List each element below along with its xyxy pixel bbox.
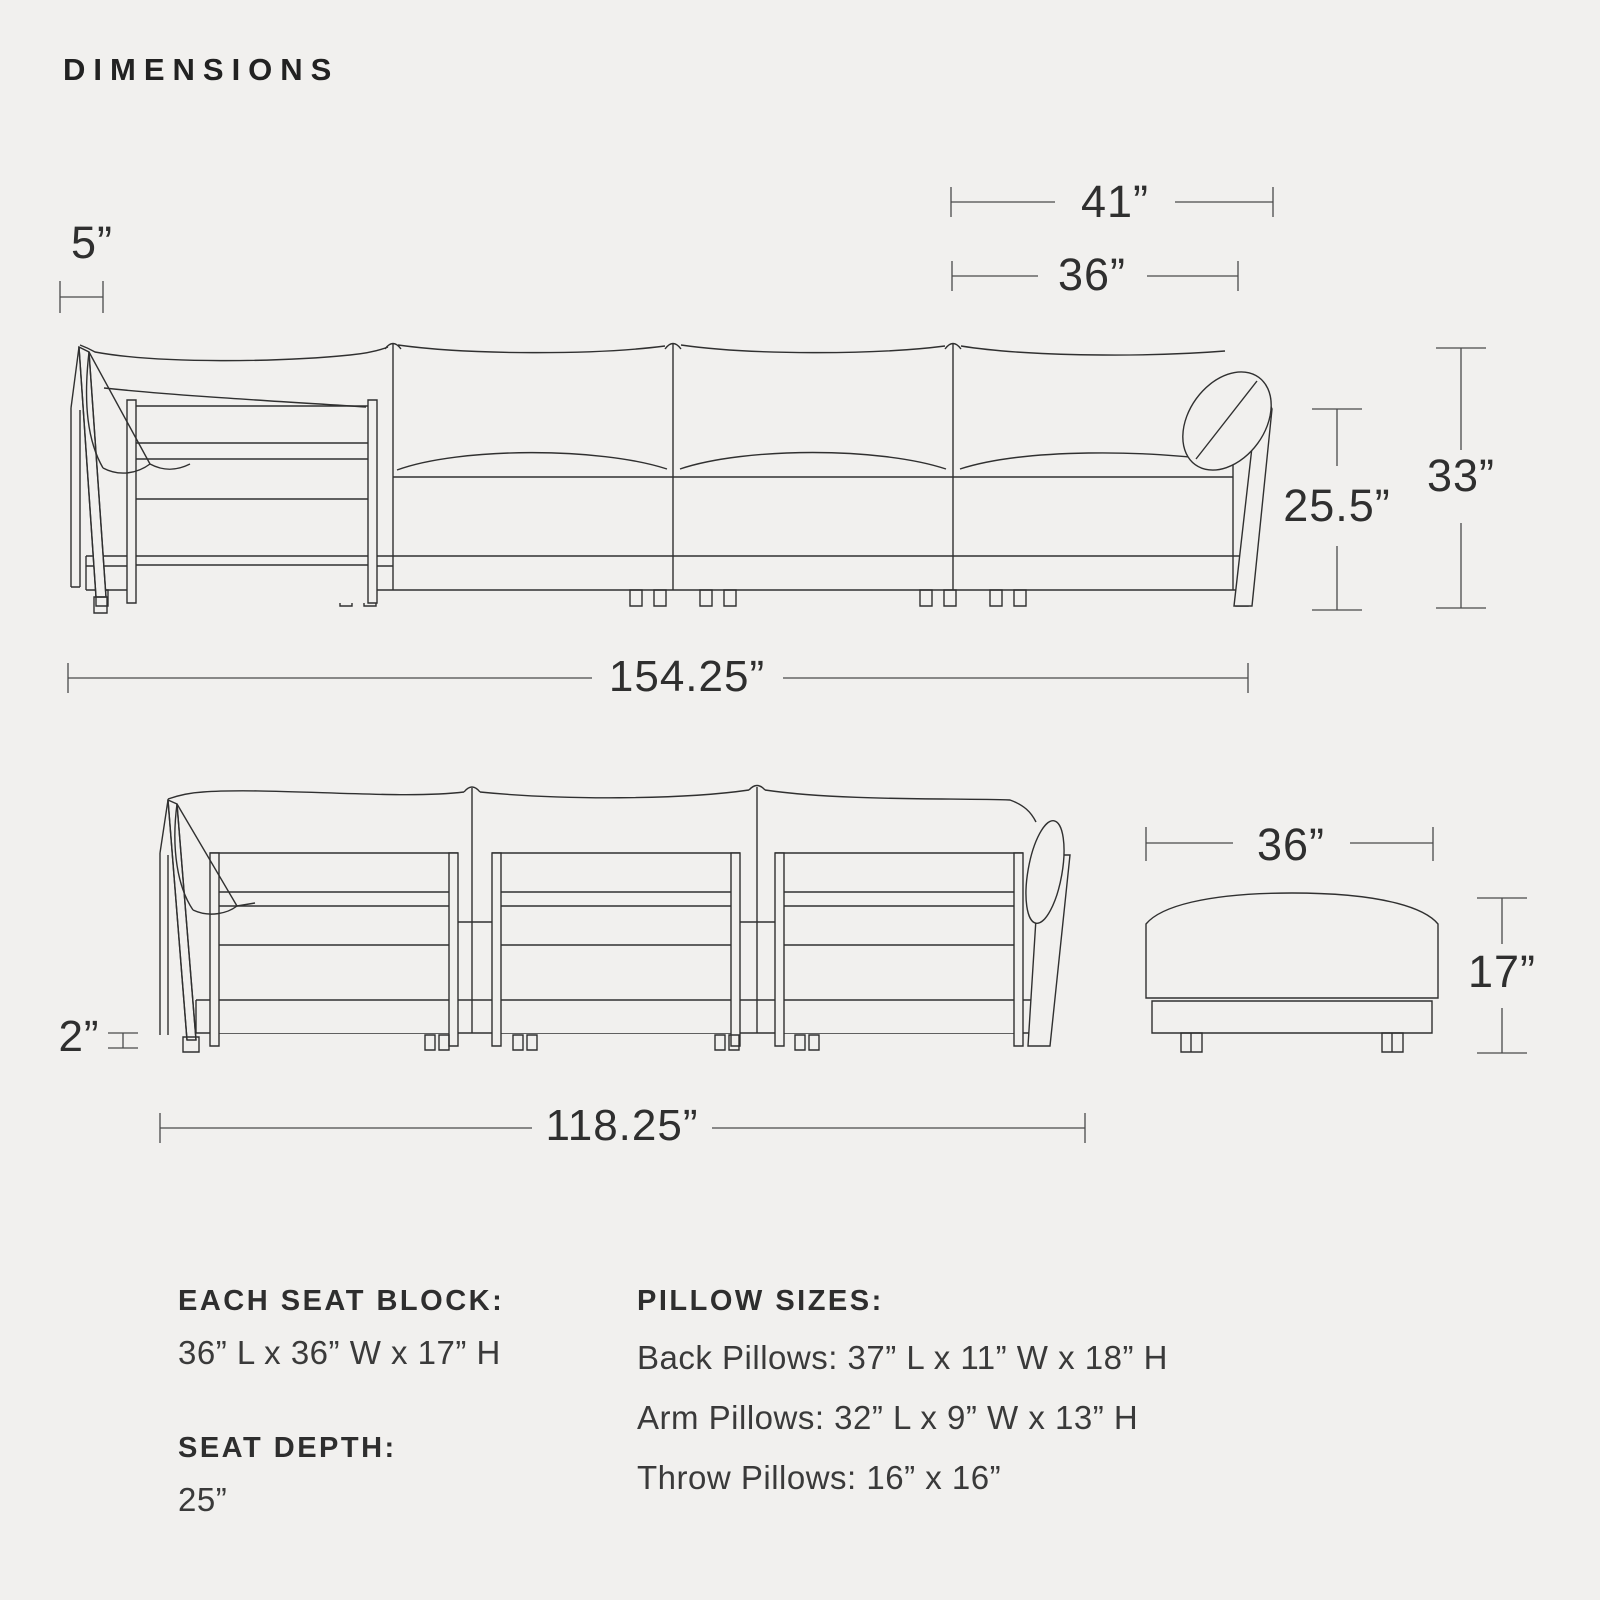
front-seat-cushions bbox=[393, 453, 1233, 478]
dim-label-ottoman-width: 36” bbox=[1256, 819, 1326, 870]
front-corner-frame bbox=[104, 388, 377, 603]
spec-pillow-arm: Arm Pillows: 32” L x 9” W x 13” H bbox=[637, 1399, 1139, 1436]
dim-line-2in bbox=[108, 1033, 138, 1048]
dim-label-total-height: 33” bbox=[1426, 450, 1496, 501]
dim-label-arm-width: 5” bbox=[70, 217, 114, 268]
back-view-sofa-drawing bbox=[160, 786, 1071, 1053]
spec-value-seat-block: 36” L x 36” W x 17” H bbox=[178, 1334, 501, 1371]
page-title: DIMENSIONS bbox=[63, 52, 340, 87]
back-legs bbox=[425, 1035, 819, 1050]
dim-label-frame-length: 118.25” bbox=[545, 1101, 699, 1150]
dim-label-arm-height: 25.5” bbox=[1283, 480, 1391, 531]
spec-pillow-throw: Throw Pillows: 16” x 16” bbox=[637, 1459, 1002, 1496]
back-frame-2 bbox=[492, 853, 740, 1046]
ottoman-drawing bbox=[1146, 893, 1438, 1052]
dim-label-seat-width: 36” bbox=[1057, 249, 1127, 300]
spec-heading-seat-block: EACH SEAT BLOCK: bbox=[178, 1285, 505, 1317]
front-view-sofa-drawing bbox=[71, 344, 1289, 614]
spec-heading-seat-depth: SEAT DEPTH: bbox=[178, 1432, 397, 1464]
spec-heading-pillow-sizes: PILLOW SIZES: bbox=[637, 1285, 884, 1317]
spec-pillow-back: Back Pillows: 37” L x 11” W x 18” H bbox=[637, 1339, 1168, 1376]
dim-label-ottoman-height: 17” bbox=[1467, 946, 1537, 997]
dim-line-5in bbox=[60, 281, 103, 313]
dim-label-seat-plus-arm: 41” bbox=[1080, 176, 1150, 227]
spec-value-seat-depth: 25” bbox=[178, 1481, 228, 1518]
dim-label-leg-height: 2” bbox=[58, 1012, 100, 1061]
front-right-arm bbox=[1165, 355, 1290, 606]
back-frame-1 bbox=[210, 853, 458, 1046]
back-right-arm bbox=[1019, 818, 1071, 1046]
dim-label-total-length: 154.25” bbox=[608, 652, 766, 701]
back-frame-3 bbox=[775, 853, 1023, 1046]
